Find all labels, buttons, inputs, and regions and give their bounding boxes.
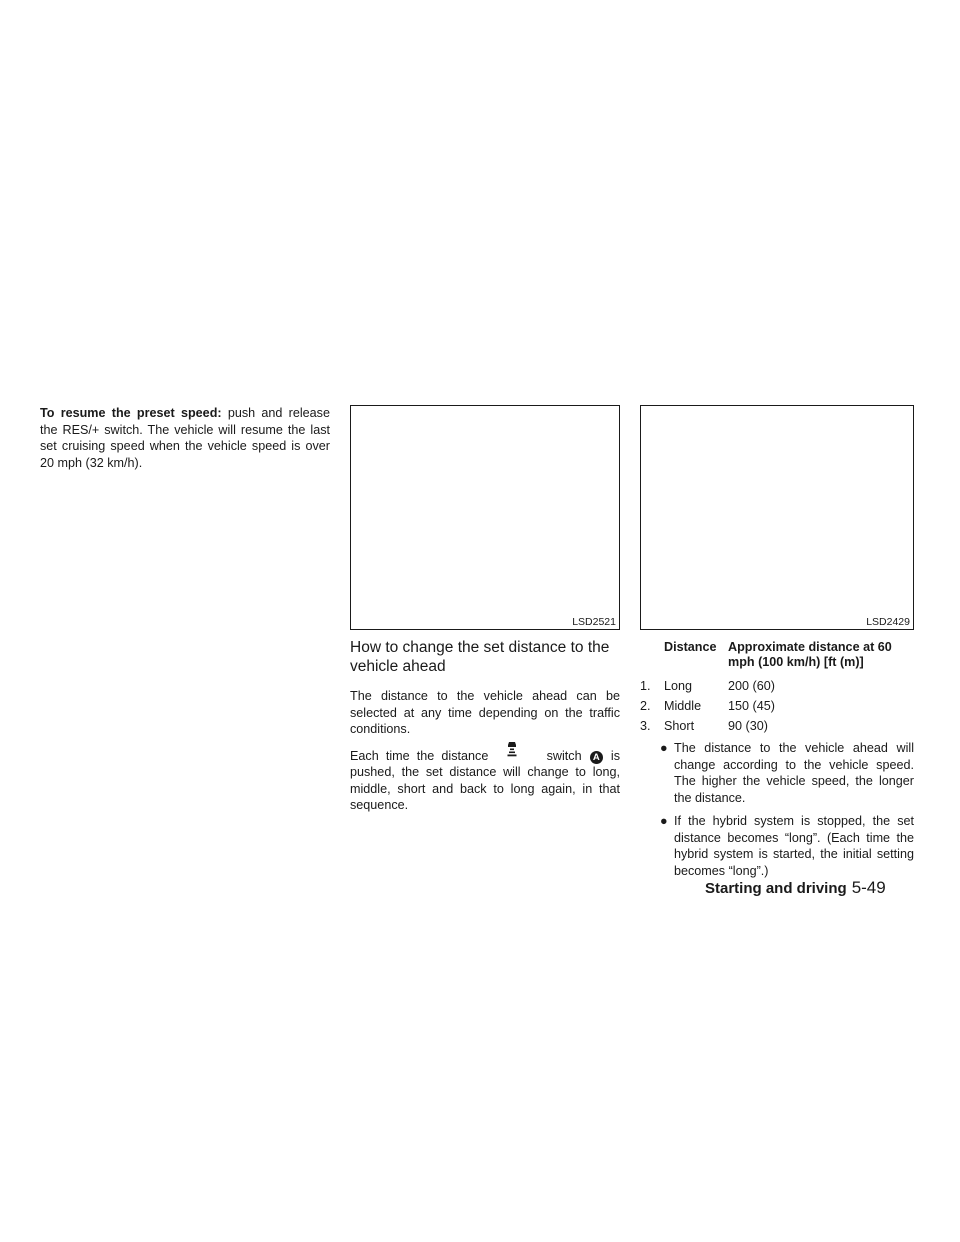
- right-column: [640, 405, 914, 886]
- row-distance: Long: [664, 679, 693, 693]
- row-number: 1.: [640, 679, 651, 693]
- table-header-row: [640, 640, 914, 678]
- para2-part-a: Each time the distance: [350, 748, 489, 763]
- row-distance: Middle: [664, 699, 702, 713]
- header-distance: Distance: [664, 640, 717, 654]
- para2-part-b: switch: [546, 748, 582, 763]
- row-value: 90 (30): [728, 719, 768, 733]
- table-row: [640, 678, 914, 698]
- distance-table: [640, 640, 914, 738]
- table-row: [640, 698, 914, 718]
- para2-part-c: is pushed, the set distance will change to long, middle, short and back to long again, in that sequence.: [350, 748, 620, 812]
- middle-column: [350, 405, 620, 822]
- distance-switch-icon: [495, 746, 539, 762]
- section-title: How to change the set distance to the vehicle ahead: [350, 639, 610, 675]
- row-value: 200 (60): [728, 679, 775, 693]
- table-row: [640, 718, 914, 738]
- bullet-text: The distance to the vehicle ahead will change according to the vehicle speed. The higher the vehicle speed, the longer the distance.: [674, 741, 914, 805]
- row-number: 3.: [640, 719, 651, 733]
- row-distance: Short: [664, 719, 695, 733]
- row-value: 150 (45): [728, 699, 775, 713]
- bullet-icon: ●: [660, 814, 668, 828]
- bullet-icon: ●: [660, 741, 668, 755]
- callout-a-icon: A: [590, 751, 603, 764]
- footer-section-name: Starting and driving: [705, 880, 847, 897]
- section-paragraph-1: The distance to the vehicle ahead can be selected at any time depending on the traffic conditions.: [350, 689, 620, 736]
- figure-code: LSD2429: [866, 616, 910, 628]
- section-paragraph-2: [350, 746, 620, 814]
- page-number: 5-49: [851, 878, 886, 897]
- list-item: [640, 813, 914, 879]
- left-column: [40, 405, 330, 471]
- list-item: [640, 740, 914, 806]
- notes-list: [640, 740, 914, 879]
- figure-lsd2521: [350, 405, 620, 630]
- page-footer: [705, 878, 886, 898]
- figure-code: LSD2521: [572, 616, 616, 628]
- bullet-text: If the hybrid system is stopped, the set distance becomes “long”. (Each time the hybrid system is started, the initial setting becomes “long”.): [674, 814, 914, 878]
- header-approx: Approximate distance at 60 mph (100 km/h) [ft (m)]: [728, 640, 892, 669]
- resume-speed-text: push and release the RES/+ switch. The vehicle will resume the last set cruising speed when the vehicle speed is over 20 mph (32 km/h).: [40, 406, 330, 470]
- resume-speed-paragraph: [40, 405, 330, 471]
- resume-speed-lead: To resume the preset speed:: [40, 406, 222, 420]
- row-number: 2.: [640, 699, 651, 713]
- figure-lsd2429: [640, 405, 914, 630]
